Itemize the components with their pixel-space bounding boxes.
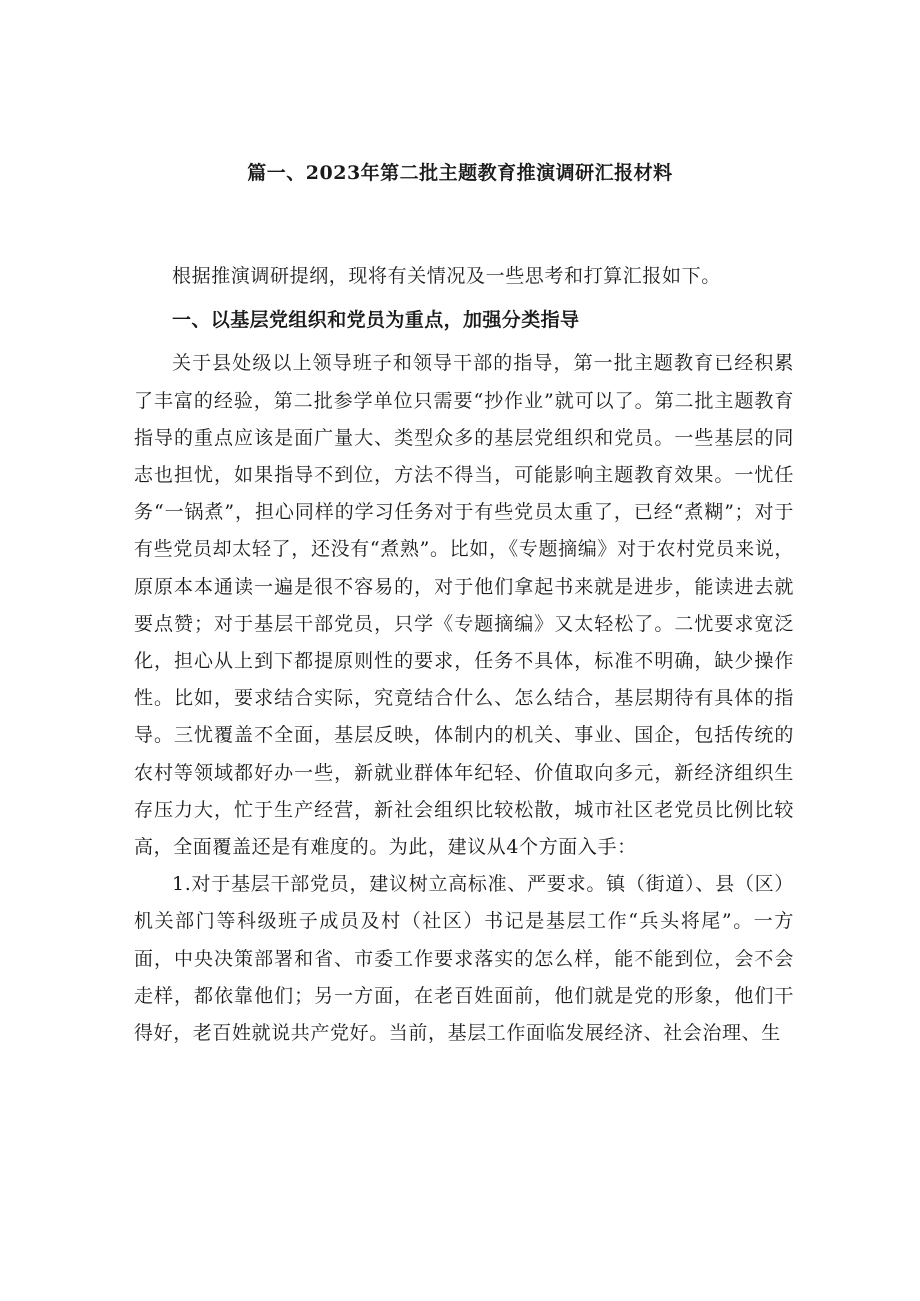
document-title: 篇一、2023年第二批主题教育推演调研汇报材料 bbox=[247, 162, 673, 184]
document-body bbox=[134, 258, 794, 1052]
body-paragraph: 关于县处级以上领导班子和领导干部的指导，第一批主题教育已经积累了丰富的经验，第二批参学单位只需要“抄作业”就可以了。第二批主题教育指导的重点应该是面广量大、类型众多的基层党组织和党员。一些基层的同志也担忧，如果指导不到位，方法不得当，可能影响主题教育效果。一忧任务“一锅煮”，担心同样的学习任务对于有些党员太重了，已经“煮糊”；对于有些党员却太轻了，还没有“煮熟”。比如，《专题摘编》对于农村党员来说，原原本本通读一遍是很不容易的，对于他们拿起书来就是进步，能读进去就要点赞；对于基层干部党员，只学《专题摘编》又太轻松了。二忧要求宽泛化，担心从上到下都提原则性的要求，任务不具体，标准不明确，缺少操作性。比如，要求结合实际，究竟结合什么、怎么结合，基层期待有具体的指导。三忧覆盖不全面，基层反映，体制内的机关、事业、国企，包括传统的农村等领域都好办一些，新就业群体年纪轻、价值取向多元，新经济组织生存压力大，忙于生产经营，新社会组织比较松散，城市社区老党员比例比较高，全面覆盖还是有难度的。为此，建议从4个方面入手： bbox=[134, 352, 794, 859]
section-heading: 一、以基层党组织和党员为重点，加强分类指导 bbox=[172, 309, 580, 332]
body-paragraph: 1.对于基层干部党员，建议树立高标准、严要求。镇（街道）、县（区）机关部门等科级班子成员及村（社区）书记是基层工作“兵头将尾”。一方面，中央决策部署和省、市委工作要求落实的怎么样，能不能到位，会不会走样，都依靠他们；另一方面，在老百姓面前，他们就是党的形象，他们干得好，老百姓就说共产党好。当前，基层工作面临发展经济、社会治理、生 bbox=[134, 873, 794, 1045]
intro-paragraph: 根据推演调研提纲，现将有关情况及一些思考和打算汇报如下。 bbox=[172, 265, 721, 287]
